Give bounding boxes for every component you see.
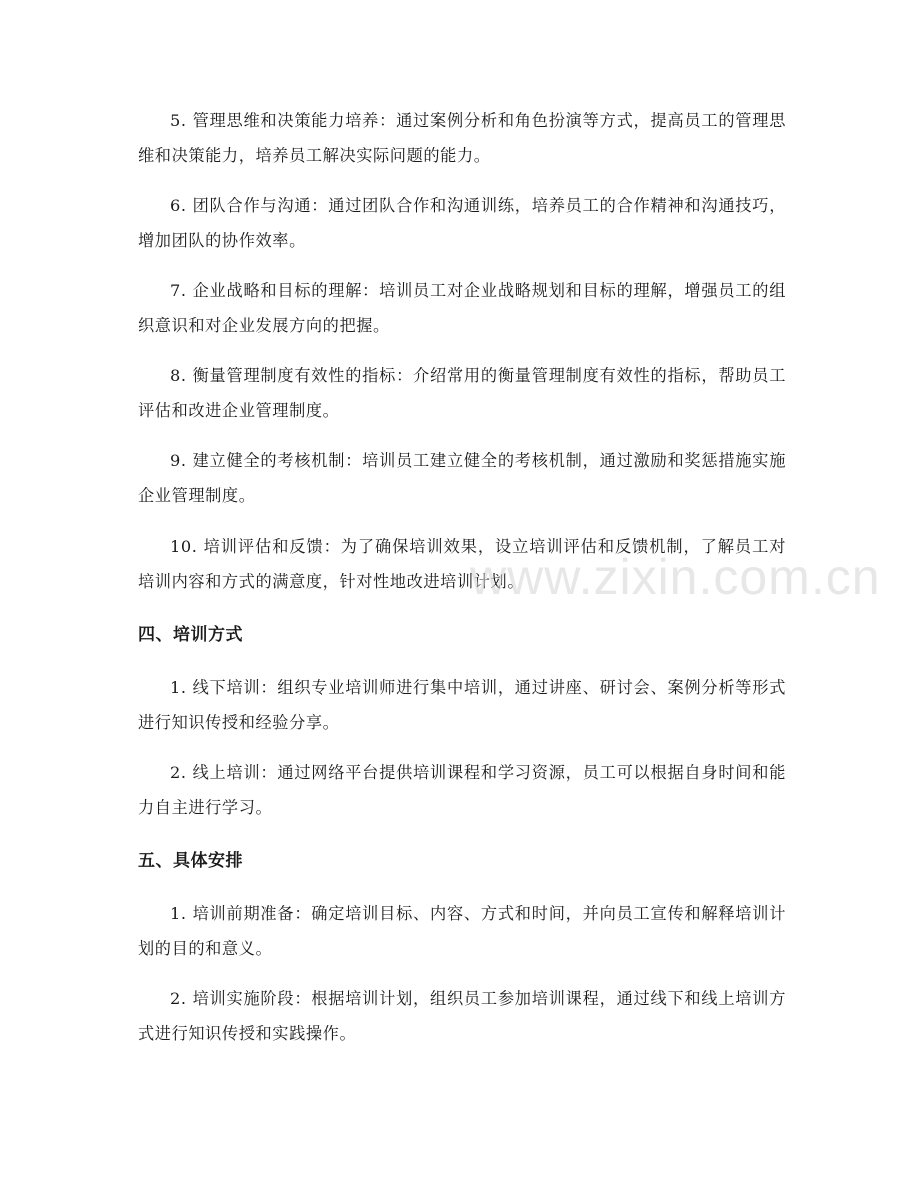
paragraph-preparation-phase: 1. 培训前期准备：确定培训目标、内容、方式和时间，并向员工宣传和解释培训计划的目的和意义。 (138, 904, 786, 958)
section-heading-schedule: 五、具体安排 (138, 851, 243, 871)
section-heading-training-methods: 四、培训方式 (138, 625, 243, 645)
watermark: www.zixin.com.cn (470, 549, 881, 605)
paragraph-implementation-phase: 2. 培训实施阶段：根据培训计划，组织员工参加培训课程，通过线下和线上培训方式进行知识传授和实践操作。 (138, 989, 786, 1043)
paragraph-item-8: 8. 衡量管理制度有效性的指标：介绍常用的衡量管理制度有效性的指标，帮助员工评估和改进企业管理制度。 (138, 366, 786, 420)
paragraph-online-training: 2. 线上培训：通过网络平台提供培训课程和学习资源，员工可以根据自身时间和能力自主进行学习。 (138, 763, 786, 817)
paragraph-item-10: 10. 培训评估和反馈：为了确保培训效果，设立培训评估和反馈机制，了解员工对培训内容和方式的满意度，针对性地改进培训计划。 (138, 537, 786, 591)
paragraph-item-6: 6. 团队合作与沟通：通过团队合作和沟通训练，培养员工的合作精神和沟通技巧，增加团队的协作效率。 (138, 196, 786, 250)
paragraph-offline-training: 1. 线下培训：组织专业培训师进行集中培训，通过讲座、研讨会、案例分析等形式进行知识传授和经验分享。 (138, 678, 786, 732)
paragraph-item-5: 5. 管理思维和决策能力培养：通过案例分析和角色扮演等方式，提高员工的管理思维和决策能力，培养员工解决实际问题的能力。 (138, 111, 786, 165)
paragraph-item-7: 7. 企业战略和目标的理解：培训员工对企业战略规划和目标的理解，增强员工的组织意识和对企业发展方向的把握。 (138, 281, 786, 335)
paragraph-item-9: 9. 建立健全的考核机制：培训员工建立健全的考核机制，通过激励和奖惩措施实施企业管理制度。 (138, 451, 786, 505)
